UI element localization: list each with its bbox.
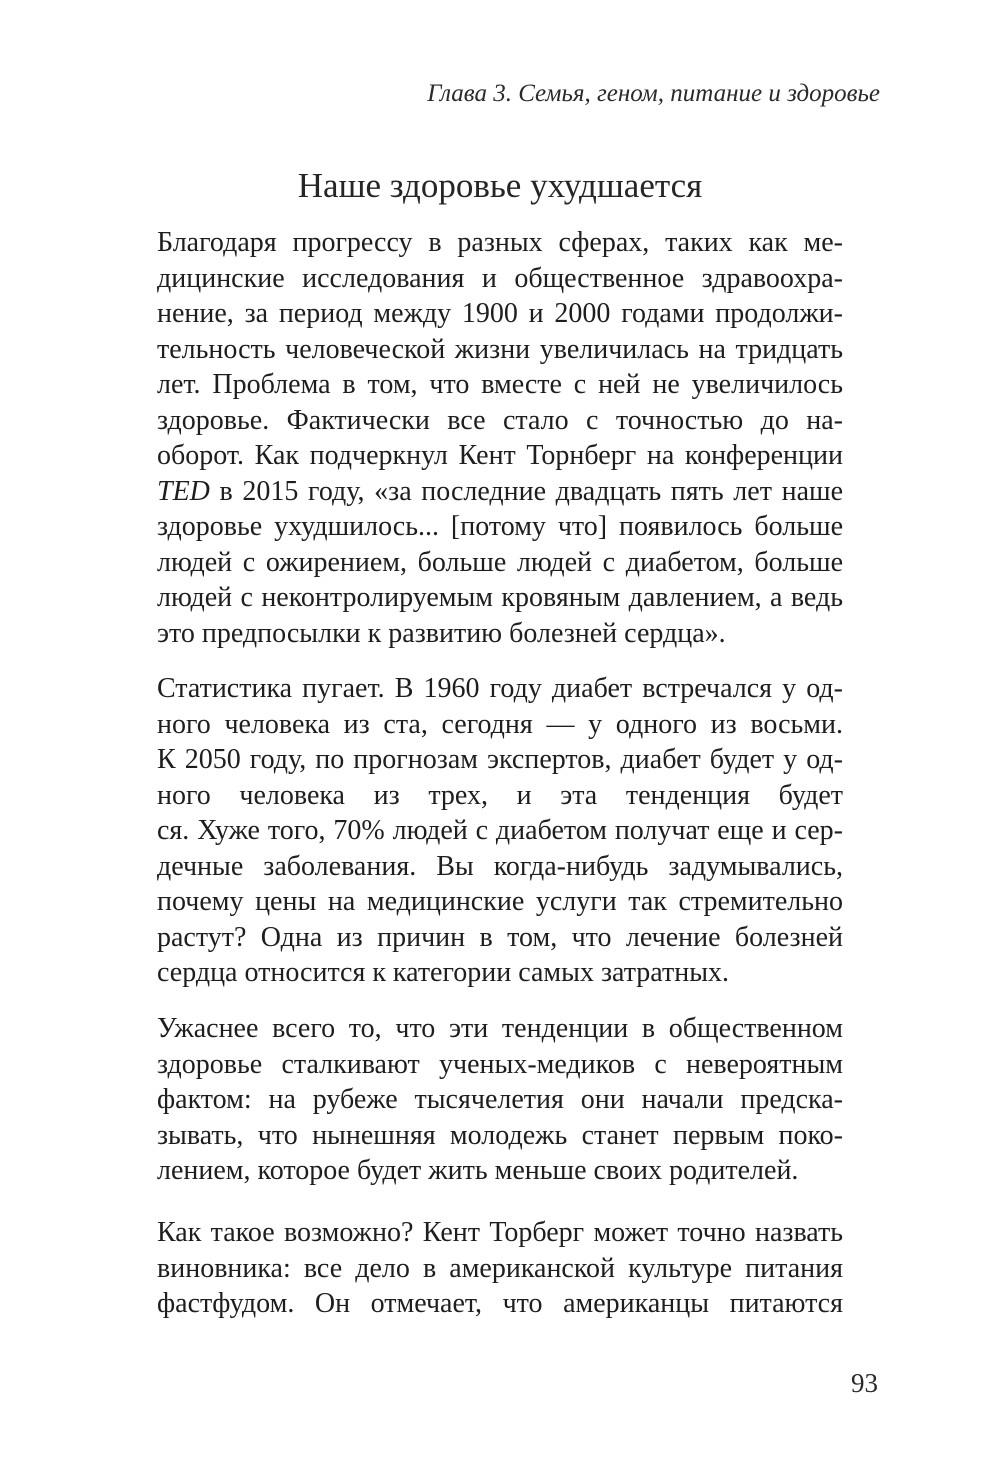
text-line: здоровье ухудшилось... [потому что] появилось больше: [157, 511, 843, 542]
text-line: виновника: все дело в американской культуре питания: [157, 1252, 843, 1284]
running-header: Глава 3. Семья, геном, питание и здоровье: [427, 80, 880, 107]
section-title: Наше здоровье ухудшается: [297, 166, 703, 205]
text-line: здоровье. Фактически все стало с точностью до на-: [157, 404, 843, 436]
text-line: это предпосылки к развитию болезней сердца».: [157, 617, 726, 649]
text-line: Благодаря прогрессу в разных сферах, таких как ме-: [157, 227, 843, 258]
text-line: нение, за период между 1900 и 2000 годами продолжи-: [157, 298, 843, 329]
text-line: ного человека из ста, сегодня — у одного из восьми.: [157, 708, 843, 740]
text-line: оборот. Как подчеркнул Кент Торнберг на конференции: [157, 440, 843, 471]
body-paragraph-4: [157, 1215, 843, 1322]
text-line: фактом: на рубеже тысячелетия они начали предска-: [157, 1084, 843, 1115]
text-line: лением, которое будет жить меньше своих родителей.: [157, 1155, 799, 1186]
text-line: TED в 2015 году, «за последние двадцать пять лет наше: [157, 475, 843, 507]
text-line: фастфудом. Он отмечает, что американцы питаются: [157, 1288, 843, 1319]
text-line: Как такое возможно? Кент Торберг может точно назвать: [157, 1217, 843, 1248]
text-line: Статистика пугает. В 1960 году диабет встречался у од-: [157, 673, 843, 704]
page-number: 93: [851, 1368, 878, 1398]
body-paragraph-2: [157, 671, 843, 991]
body-paragraph-1: [157, 225, 843, 651]
text-line: ся. Хуже того, 70% людей с диабетом получат еще и сер-: [157, 815, 843, 846]
text-line: лет. Проблема в том, что вместе с ней не увеличилось: [157, 369, 843, 400]
body-paragraph-3: [157, 1011, 843, 1189]
ted-italic: TED: [157, 475, 210, 507]
text-line: сердца относится к категории самых затратных.: [157, 957, 730, 988]
text-line: растут? Одна из причин в том, что лечение болезней: [157, 921, 843, 953]
text-line: дицинские исследования и общественное здравоохра-: [157, 262, 843, 294]
text-line: К 2050 году, по прогнозам экспертов, диабет будет у од-: [157, 744, 843, 775]
text-line: почему цены на медицинские услуги так стремительно: [157, 886, 843, 917]
text-line: Ужаснее всего то, что эти тенденции в общественном: [157, 1013, 843, 1044]
text-line: зывать, что нынешняя молодежь станет первым поко-: [157, 1119, 843, 1151]
text-line: ного человека из трех, и эта тенденция будет: [157, 779, 843, 811]
text-line: людей с неконтролируемым кровяным давлением, а ведь: [157, 582, 843, 613]
text-line: дечные заболевания. Вы когда-нибудь задумывались,: [157, 850, 843, 882]
text-line: здоровье сталкивают ученых-медиков с невероятным: [157, 1048, 843, 1080]
text-line: тельность человеческой жизни увеличилась на тридцать: [157, 333, 843, 365]
text-line: людей с ожирением, больше людей с диабетом, больше: [157, 546, 843, 578]
